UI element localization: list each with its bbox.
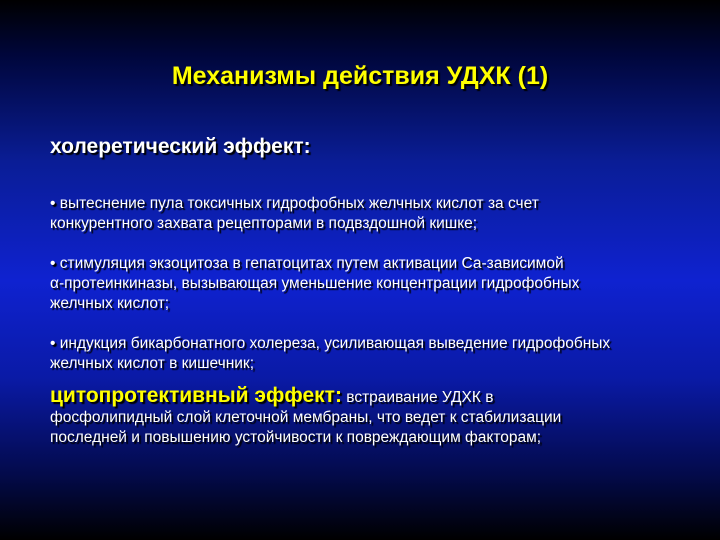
cytoprotective-line-3: последней и повышению устойчивости к повреждающим факторам; (50, 429, 542, 446)
cytoprotective-line-2: фосфолипидный слой клеточной мембраны, что ведет к стабилизации (50, 409, 562, 426)
cytoprotective-text-1: встраивание УДХК в (346, 389, 494, 406)
bullet-2-line-3: желчных кислот; (50, 295, 170, 312)
bullet-1-line-2: конкурентного захвата рецепторами в подвздошной кишке; (50, 215, 478, 232)
bullet-1-line-1: • вытеснение пула токсичных гидрофобных желчных кислот за счет (50, 195, 539, 212)
bullet-3-line-1: • индукция бикарбонатного холереза, усиливающая выведение гидрофобных (50, 335, 611, 352)
slide-title: Механизмы действия УДХК (1) (171, 62, 549, 90)
bullet-3-line-2: желчных кислот в кишечник; (50, 355, 255, 372)
bullet-bile-acid-displacement (50, 194, 690, 234)
choleretic-effect-heading: холеретический эффект: (50, 135, 311, 158)
bullet-2-line-1: • стимуляция экзоцитоза в гепатоцитах путем активации Са-зависимой (50, 255, 564, 272)
bullet-exocytosis-stimulation (50, 254, 690, 314)
bullet-2-line-2: α-протеинкиназы, вызывающая уменьшение концентрации гидрофобных (50, 275, 580, 292)
cytoprotective-effect-paragraph (50, 384, 690, 448)
bullet-bicarbonate-choleresis (50, 334, 690, 374)
cytoprotective-effect-heading: цитопротективный эффект: (50, 384, 342, 407)
cytoprotective-line-1 (50, 384, 690, 408)
